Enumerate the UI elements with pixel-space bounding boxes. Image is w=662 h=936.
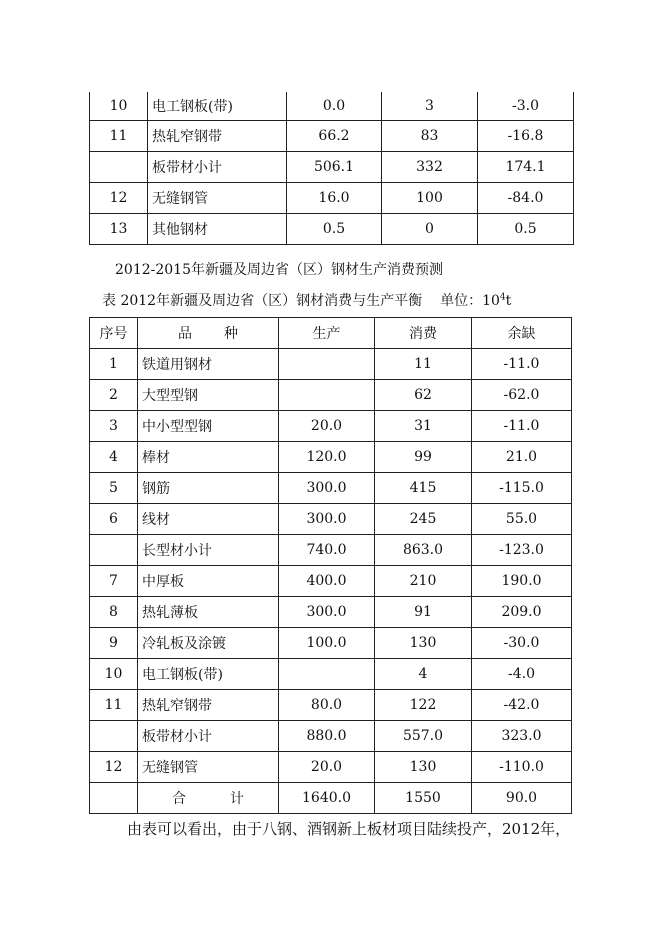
cell-production [279, 659, 375, 690]
cell-production: 880.0 [279, 721, 375, 752]
cell-name: 其他钢材 [148, 214, 287, 245]
cell-no: 4 [90, 442, 138, 473]
table-row [90, 442, 572, 473]
cell-consumption: 0 [382, 214, 478, 245]
table-row [90, 349, 572, 380]
table-row [90, 597, 572, 628]
cell-no: 3 [90, 411, 138, 442]
cell-balance: -16.8 [478, 121, 574, 152]
table-row [90, 183, 574, 214]
cell-production: 16.0 [287, 183, 382, 214]
cell-name: 棒材 [138, 442, 279, 473]
table-row [90, 659, 572, 690]
cell-balance: -42.0 [472, 690, 572, 721]
table-caption-unit: 单位：10 [440, 293, 500, 309]
header-consumption: 消费 [375, 318, 472, 349]
section-title: 2012-2015年新疆及周边省（区）钢材生产消费预测 [115, 262, 443, 278]
cell-name: 热轧薄板 [138, 597, 279, 628]
cell-balance: -11.0 [472, 349, 572, 380]
cell-consumption: 91 [375, 597, 472, 628]
cell-balance: -3.0 [478, 92, 574, 121]
cell-consumption: 210 [375, 566, 472, 597]
cell-balance: 190.0 [472, 566, 572, 597]
total-balance: 90.0 [472, 783, 572, 814]
cell-consumption: 4 [375, 659, 472, 690]
table-total-row [90, 783, 572, 814]
cell-name: 无缝钢管 [148, 183, 287, 214]
cell-name: 电工钢板(带) [138, 659, 279, 690]
cell-production: 20.0 [279, 411, 375, 442]
cell-balance: 21.0 [472, 442, 572, 473]
cell-balance: 174.1 [478, 152, 574, 183]
table-continuation [89, 92, 574, 245]
header-production: 生产 [279, 318, 375, 349]
cell-no: 11 [90, 121, 148, 152]
cell-balance: 0.5 [478, 214, 574, 245]
header-name-right: 种 [224, 326, 238, 342]
cell-consumption: 3 [382, 92, 478, 121]
cell-balance: -11.0 [472, 411, 572, 442]
total-label-right: 计 [230, 791, 244, 807]
cell-production: 300.0 [279, 473, 375, 504]
table-row [90, 152, 574, 183]
cell-production: 300.0 [279, 504, 375, 535]
cell-name: 线材 [138, 504, 279, 535]
cell-no [90, 152, 148, 183]
header-balance: 余缺 [472, 318, 572, 349]
total-production: 1640.0 [279, 783, 375, 814]
cell-no: 11 [90, 690, 138, 721]
cell-name: 板带材小计 [148, 152, 287, 183]
cell-name: 热轧窄钢带 [148, 121, 287, 152]
cell-no: 9 [90, 628, 138, 659]
cell-name: 板带材小计 [138, 721, 279, 752]
table-balance-body [90, 349, 572, 783]
cell-balance: 55.0 [472, 504, 572, 535]
cell-balance: -4.0 [472, 659, 572, 690]
table-header-row [90, 318, 572, 349]
cell-production: 0.5 [287, 214, 382, 245]
cell-production: 20.0 [279, 752, 375, 783]
cell-no: 13 [90, 214, 148, 245]
cell-name: 无缝钢管 [138, 752, 279, 783]
header-name [138, 318, 279, 349]
total-no [90, 783, 138, 814]
table-row [90, 535, 572, 566]
cell-production: 0.0 [287, 92, 382, 121]
cell-consumption: 31 [375, 411, 472, 442]
cell-balance: 323.0 [472, 721, 572, 752]
cell-balance: -62.0 [472, 380, 572, 411]
table-row [90, 504, 572, 535]
table-row [90, 690, 572, 721]
cell-name: 中厚板 [138, 566, 279, 597]
cell-production: 740.0 [279, 535, 375, 566]
cell-production: 100.0 [279, 628, 375, 659]
cell-consumption: 245 [375, 504, 472, 535]
cell-no: 1 [90, 349, 138, 380]
table-row [90, 473, 572, 504]
cell-production: 120.0 [279, 442, 375, 473]
cell-no [90, 535, 138, 566]
table-caption [102, 290, 511, 310]
cell-consumption: 99 [375, 442, 472, 473]
cell-name: 中小型型钢 [138, 411, 279, 442]
header-no: 序号 [90, 318, 138, 349]
cell-name: 大型型钢 [138, 380, 279, 411]
cell-consumption: 557.0 [375, 721, 472, 752]
cell-consumption: 332 [382, 152, 478, 183]
table-row [90, 214, 574, 245]
cell-consumption: 415 [375, 473, 472, 504]
table-row [90, 411, 572, 442]
cell-consumption: 83 [382, 121, 478, 152]
cell-production: 506.1 [287, 152, 382, 183]
cell-production: 80.0 [279, 690, 375, 721]
total-consumption: 1550 [375, 783, 472, 814]
cell-name: 热轧窄钢带 [138, 690, 279, 721]
cell-production [279, 380, 375, 411]
table-row [90, 121, 574, 152]
header-name-left: 品 [178, 326, 192, 342]
cell-consumption: 130 [375, 752, 472, 783]
cell-consumption: 863.0 [375, 535, 472, 566]
cell-no: 2 [90, 380, 138, 411]
cell-no: 10 [90, 92, 148, 121]
cell-name: 冷轧板及涂镀 [138, 628, 279, 659]
table-caption-unit-exponent: 4 [499, 292, 506, 303]
cell-balance: -115.0 [472, 473, 572, 504]
table-row [90, 566, 572, 597]
cell-name: 钢筋 [138, 473, 279, 504]
cell-name: 电工钢板(带) [148, 92, 287, 121]
cell-production: 400.0 [279, 566, 375, 597]
cell-balance: 209.0 [472, 597, 572, 628]
cell-consumption: 122 [375, 690, 472, 721]
table-caption-unit-suffix: t [505, 293, 512, 309]
cell-balance: -110.0 [472, 752, 572, 783]
cell-production: 300.0 [279, 597, 375, 628]
cell-no: 10 [90, 659, 138, 690]
cell-balance: -84.0 [478, 183, 574, 214]
cell-name: 长型材小计 [138, 535, 279, 566]
cell-no [90, 721, 138, 752]
total-label [138, 783, 279, 814]
table-row [90, 380, 572, 411]
cell-consumption: 62 [375, 380, 472, 411]
table-row [90, 752, 572, 783]
table-balance-2012 [89, 317, 572, 814]
cell-no: 6 [90, 504, 138, 535]
table-row [90, 721, 572, 752]
table-row [90, 92, 574, 121]
cell-production: 66.2 [287, 121, 382, 152]
table-caption-title: 表 2012年新疆及周边省（区）钢材消费与生产平衡 [102, 293, 423, 309]
cell-production [279, 349, 375, 380]
cell-no: 7 [90, 566, 138, 597]
body-paragraph: 由表可以看出，由于八钢、酒钢新上板材项目陆续投产，2012年， [127, 820, 571, 838]
cell-balance: -30.0 [472, 628, 572, 659]
cell-name: 铁道用钢材 [138, 349, 279, 380]
cell-consumption: 130 [375, 628, 472, 659]
table-row [90, 628, 572, 659]
total-label-left: 合 [172, 791, 186, 807]
cell-balance: -123.0 [472, 535, 572, 566]
cell-no: 5 [90, 473, 138, 504]
cell-consumption: 100 [382, 183, 478, 214]
table-continuation-body [90, 92, 574, 245]
cell-no: 12 [90, 752, 138, 783]
cell-no: 12 [90, 183, 148, 214]
cell-consumption: 11 [375, 349, 472, 380]
cell-no: 8 [90, 597, 138, 628]
